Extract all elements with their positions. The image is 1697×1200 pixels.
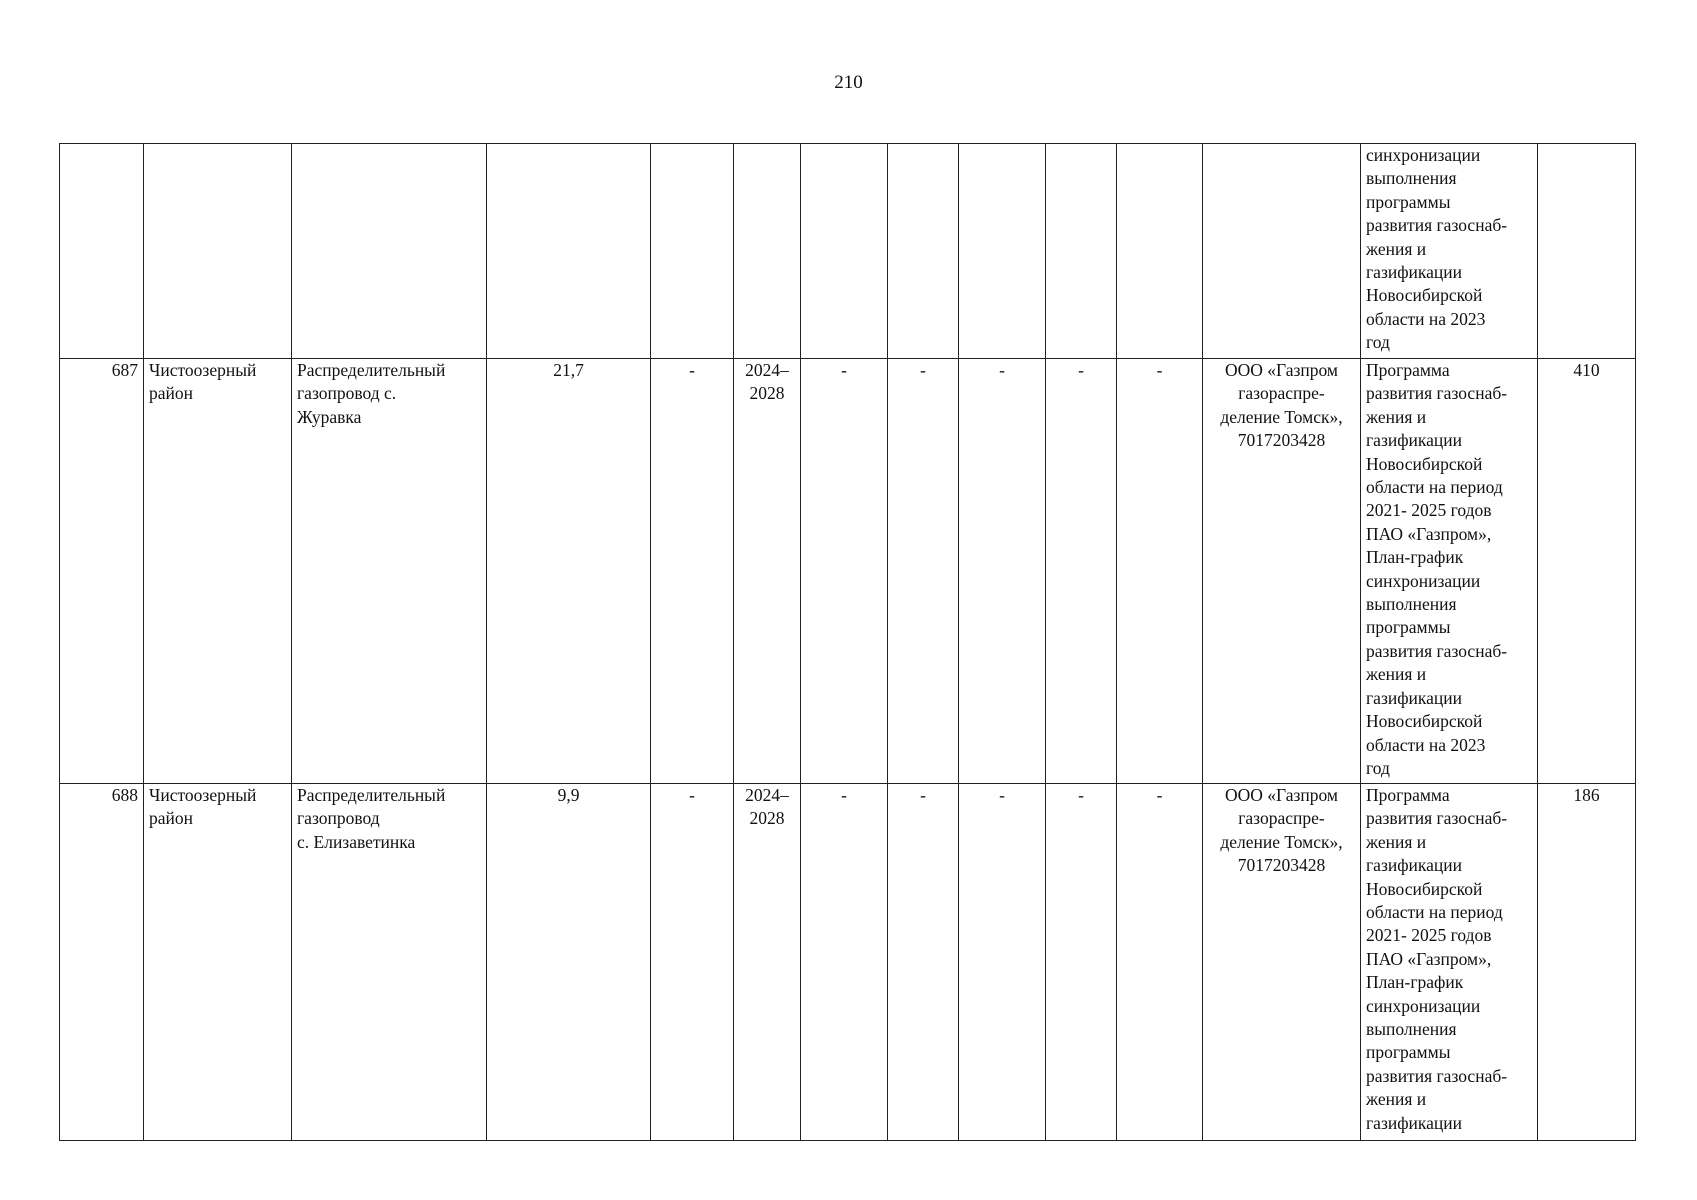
cell-basis: Программа развития газоснаб- жения и газификации Новосибирской области на период 2021- 2025 годов ПАО «Газпром», План-график синхронизации выполнения программы развития газоснаб- жения и газификации Новосибирской области на 2023 год: [1361, 359, 1538, 784]
cell-col7: [801, 144, 888, 359]
cell-district: Чистоозерный район: [144, 784, 292, 1141]
table-row: [60, 784, 1636, 1141]
cell-operator: [1203, 144, 1361, 359]
cell-object-name: Распределительный газопровод с. Елизаветинка: [292, 784, 487, 1141]
cell-number: [60, 144, 144, 359]
cell-length: [487, 144, 651, 359]
cell-col5: -: [651, 784, 734, 1141]
cell-col9: -: [959, 359, 1046, 784]
page-number: 210: [834, 72, 863, 93]
cell-last: 186: [1538, 784, 1636, 1141]
registry-table: [59, 143, 1636, 1141]
cell-last: 410: [1538, 359, 1636, 784]
cell-length: 9,9: [487, 784, 651, 1141]
cell-period: [734, 144, 801, 359]
cell-col7: -: [801, 784, 888, 1141]
cell-col7: -: [801, 359, 888, 784]
cell-operator: ООО «Газпром газораспре- деление Томск», 7017203428: [1203, 784, 1361, 1141]
cell-col10: [1046, 144, 1117, 359]
cell-length: 21,7: [487, 359, 651, 784]
cell-object-name: Распределительный газопровод с. Журавка: [292, 359, 487, 784]
table-row: [60, 359, 1636, 784]
table-row: [60, 144, 1636, 359]
cell-operator: ООО «Газпром газораспре- деление Томск», 7017203428: [1203, 359, 1361, 784]
cell-col11: [1117, 144, 1203, 359]
cell-last: [1538, 144, 1636, 359]
cell-col8: [888, 144, 959, 359]
cell-col11: -: [1117, 359, 1203, 784]
cell-basis: синхронизации выполнения программы развития газоснаб- жения и газификации Новосибирской области на 2023 год: [1361, 144, 1538, 359]
cell-col9: -: [959, 784, 1046, 1141]
cell-col8: -: [888, 784, 959, 1141]
cell-col5: [651, 144, 734, 359]
cell-period: 2024– 2028: [734, 784, 801, 1141]
cell-col8: -: [888, 359, 959, 784]
cell-period: 2024– 2028: [734, 359, 801, 784]
cell-number: 687: [60, 359, 144, 784]
cell-number: 688: [60, 784, 144, 1141]
cell-col10: -: [1046, 359, 1117, 784]
cell-col10: -: [1046, 784, 1117, 1141]
cell-col5: -: [651, 359, 734, 784]
cell-col9: [959, 144, 1046, 359]
cell-col11: -: [1117, 784, 1203, 1141]
cell-object-name: [292, 144, 487, 359]
cell-district: Чистоозерный район: [144, 359, 292, 784]
cell-basis: Программа развития газоснаб- жения и газификации Новосибирской области на период 2021- 2025 годов ПАО «Газпром», План-график синхронизации выполнения программы развития газоснаб- жения и газификации: [1361, 784, 1538, 1141]
cell-district: [144, 144, 292, 359]
